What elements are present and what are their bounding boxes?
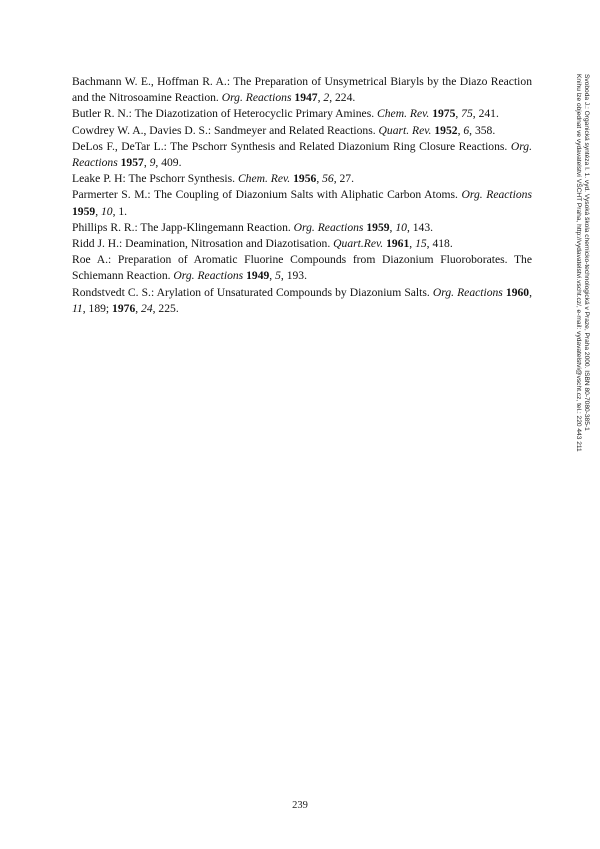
side-note-citation: Svoboda J.: Organická syntéza I. 1. vyd. Vysoká škola chemicko-technologická v Praze, Praha 2000. ISBN 80-7080-385-1 [583,74,590,431]
reference-journal: Chem. Rev. [237,172,291,186]
reference-year: 1956 [293,172,317,186]
reference-pages: 358 [474,123,493,137]
reference-volume: 11 [72,301,83,315]
reference-text: Rondstvedt C. S.: Arylation of Unsaturated Compounds by Diazonium Salts. [72,285,433,299]
reference-text: Parmerter S. M.: The Coupling of Diazonium Salts with Aliphatic Carbon Atoms. [72,188,462,202]
page-number: 239 [292,800,308,811]
reference-volume: 2 [323,91,330,105]
reference-pages: 27 [339,172,352,186]
reference-year: 1957 [120,156,144,170]
reference-journal: Quart. Rev. [378,123,432,137]
reference-pages: 224 [334,91,353,105]
reference-pages: 1 [118,204,125,218]
reference-entry: Leake P. H: The Pschorr Synthesis. Chem. Rev. 1956, 56, 27. [72,172,354,186]
reference-year: 1975 [432,107,456,121]
reference-text: Leake P. H: The Pschorr Synthesis. [72,172,238,186]
reference-pages: 143 [412,220,431,234]
reference-journal: Org. Reactions [221,91,292,105]
reference-journal: Org. Reactions [173,269,244,283]
reference-volume: 10 [100,204,113,218]
reference-pages: 225 [158,301,176,315]
reference-entry: Bachmann W. E., Hoffman R. A.: The Preparation of Unsymetrical Biaryls by the Diazo Reaction and the Nitrosoamine Reaction. Org. Reactions 1947, 2, 224. [72,75,532,105]
reference-pages: 193 [286,269,305,283]
reference-year: 1960 [505,285,530,299]
reference-journal: Org. Reactions [293,220,364,234]
reference-text: DeLos F., DeTar L.: The Pschorr Synthesis and Related Diazonium Ring Closure Reactions. [72,139,511,153]
reference-year: 1976 [112,301,136,315]
reference-volume: 6 [463,123,470,137]
reference-pages: 189 [88,301,106,315]
reference-volume: 9 [149,156,156,170]
reference-volume: 10 [395,220,407,234]
reference-entry: Roe A.: Preparation of Aromatic Fluorine Compounds from Diazonium Fluoroborates. The Schiemann Reaction. Org. Reactions 1949, 5, 193. [72,253,532,283]
reference-entry: Butler R. N.: The Diazotization of Heterocyclic Primary Amines. Chem. Rev. 1975, 75, 241. [72,107,499,121]
reference-pages: 241 [478,107,496,121]
reference-list [72,74,532,317]
reference-text: Ridd J. H.: Deamination, Nitrosation and Diazotisation. [72,237,334,251]
side-note-ordering-info: Knihu lze objednat ve vydavatelství VŠCHT Praha, http://vydavatelstvi.vscht.cz/, e-mail: vydavatelstvi@vscht.cz, tel.: 220 443 211 [575,74,582,452]
reference-journal: Org. Reactions [72,139,532,170]
reference-pages: 409 [161,156,179,170]
reference-year: 1949 [246,269,270,283]
reference-journal: Org. Reactions [461,188,532,202]
reference-entry: Phillips R. R.: The Japp-Klingemann Reaction. Org. Reactions 1959, 10, 143. [72,220,434,234]
reference-text: Phillips R. R.: The Japp-Klingemann Reaction. [72,220,294,234]
reference-entry: Rondstvedt C. S.: Arylation of Unsaturated Compounds by Diazonium Salts. Org. Reactions 1960, 11, 189; 1976, 24, 225. [72,285,532,315]
reference-volume: 75 [461,107,473,121]
reference-volume: 56 [322,172,334,186]
reference-journal: Chem. Rev. [377,107,430,121]
reference-year: 1952 [434,123,458,137]
reference-volume: 5 [275,269,281,283]
reference-year: 1959 [72,204,96,218]
reference-year: 1959 [366,220,390,234]
reference-year: 1947 [294,91,318,105]
side-note [574,74,590,574]
reference-entry: DeLos F., DeTar L.: The Pschorr Synthesis and Related Diazonium Ring Closure Reactions. Org. Reactions 1957, 9, 409. [72,139,532,170]
reference-entry: Parmerter S. M.: The Coupling of Diazonium Salts with Aliphatic Carbon Atoms. Org. Reactions 1959, 10, 1. [72,188,532,218]
reference-text: Cowdrey W. A., Davies D. S.: Sandmeyer and Related Reactions. [72,123,379,137]
reference-journal: Quart.Rev. [333,237,384,251]
reference-text: Roe A.: Preparation of Aromatic Fluorine Compounds from Diazonium Fluoroborates. The Schiemann Reaction. [72,253,532,283]
reference-year: 1961 [386,237,410,251]
reference-volume: 15 [415,237,427,251]
reference-separator: ; [105,301,113,315]
reference-volume: 24 [141,301,153,315]
reference-journal: Org. Reactions [432,285,503,299]
reference-entry: Ridd J. H.: Deamination, Nitrosation and Diazotisation. Quart.Rev. 1961, 15, 418. [72,237,453,251]
reference-text: Butler R. N.: The Diazotization of Heterocyclic Primary Amines. [72,107,378,121]
reference-text: Bachmann W. E., Hoffman R. A.: The Preparation of Unsymetrical Biaryls by the Diazo Reaction and the Nitrosoamine Reaction. [72,75,532,105]
reference-pages: 418 [432,237,450,251]
reference-entry: Cowdrey W. A., Davies D. S.: Sandmeyer and Related Reactions. Quart. Rev. 1952, 6, 358. [72,123,496,137]
